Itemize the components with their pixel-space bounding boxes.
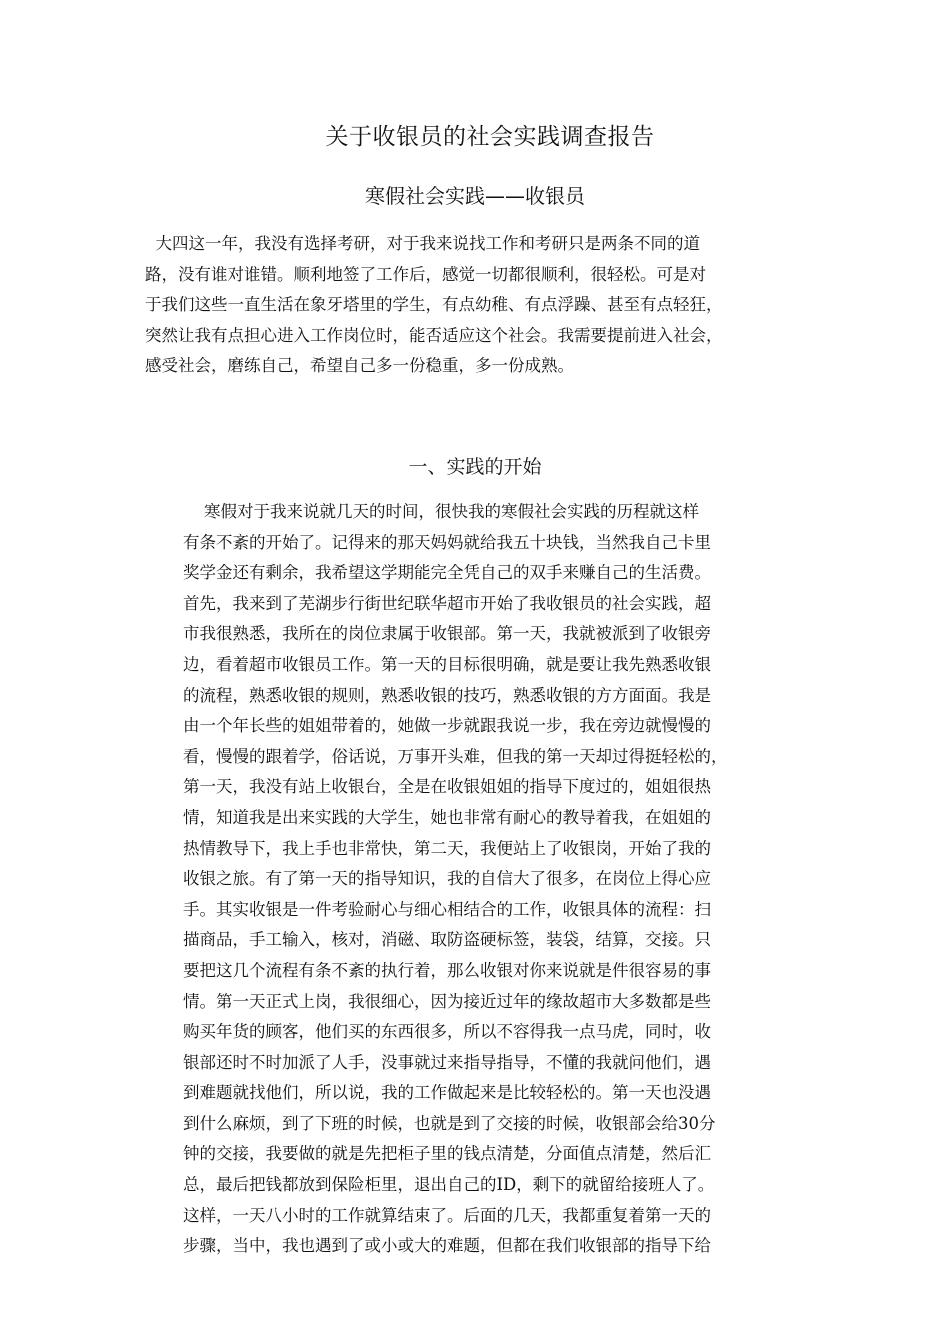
body-line: 描商品，手工输入，核对，消磁、取防盗硬标签，装袋，结算，交接。只 [183,930,711,950]
document-subtitle: 寒假社会实践——收银员 [365,184,585,208]
body-line: 这样，一天八小时的工作就算结束了。后面的几天，我都重复着第一天的 [183,1205,711,1225]
body-line: 第一天，我没有站上收银台，全是在收银姐姐的指导下度过的，姐姐很热 [183,777,711,797]
intro-line: 大四这一年，我没有选择考研，对于我来说找工作和考研只是两条不同的道 [145,234,700,253]
body-line: 寒假对于我来说就几天的时间，很快我的寒假社会实践的历程就这样 [183,502,699,521]
intro-line: 于我们这些一直生活在象牙塔里的学生，有点幼稚、有点浮躁、甚至有点轻狂， [145,295,723,315]
body-line: 步骤，当中，我也遇到了或小或大的难题，但都在我们收银部的指导下给 [183,1236,711,1256]
body-line: 总，最后把钱都放到保险柜里，退出自己的ID，剩下的就留给接班人了。 [183,1175,715,1195]
body-line: 情。第一天正式上岗，我很细心，因为接近过年的缘故超市大多数都是些 [183,991,711,1011]
body-line: 银部还时不时加派了人手，没事就过来指导指导，不懂的我就问他们，遇 [183,1052,711,1072]
body-line: 要把这几个流程有条不紊的执行着，那么收银对你来说就是件很容易的事 [183,960,711,980]
body-line: 购买年货的顾客，他们买的东西很多，所以不容得我一点马虎，同时，收 [183,1022,711,1042]
body-line: 收银之旅。有了第一天的指导知识，我的自信大了很多，在岗位上得心应 [183,869,711,889]
intro-line: 感受社会，磨练自己，希望自己多一份稳重，多一份成熟。 [145,356,574,376]
body-line: 钟的交接，我要做的就是先把柜子里的钱点清楚，分面值点清楚，然后汇 [183,1144,711,1164]
body-line: 由一个年长些的姐姐带着的，她做一步就跟我说一步，我在旁边就慢慢的 [183,716,711,736]
intro-line: 突然让我有点担心进入工作岗位时，能否适应这个社会。我需要提前进入社会， [145,325,723,345]
document-title: 关于收银员的社会实践调查报告 [325,124,655,150]
body-line: 到难题就找他们，所以说，我的工作做起来是比较轻松的。第一天也没遇 [183,1083,711,1103]
body-line: 边，看着超市收银员工作。第一天的目标很明确，就是要让我先熟悉收银 [183,654,711,674]
body-line: 手。其实收银是一件考验耐心与细心相结合的工作，收银具体的流程：扫 [183,899,711,919]
body-paragraph [183,497,823,1262]
body-line: 情，知道我是出来实践的大学生，她也非常有耐心的教导着我，在姐姐的 [183,807,711,827]
body-line: 热情教导下，我上手也非常快，第二天，我便站上了收银岗，开始了我的 [183,838,711,858]
body-line: 首先，我来到了芜湖步行街世纪联华超市开始了我收银员的社会实践，超 [183,593,711,613]
intro-paragraph [145,229,825,382]
body-line: 的流程，熟悉收银的规则，熟悉收银的技巧，熟悉收银的方方面面。我是 [183,685,711,705]
body-line: 到什么麻烦，到了下班的时候，也就是到了交接的时候，收银部会给30分 [183,1113,716,1133]
body-line: 看，慢慢的跟着学，俗话说，万事开头难，但我的第一天却过得挺轻松的， [183,746,728,766]
intro-line: 路，没有谁对谁错。顺利地签了工作后，感觉一切都很顺利，很轻松。可是对 [145,264,706,284]
body-line: 有条不紊的开始了。记得来的那天妈妈就给我五十块钱，当然我自己卡里 [183,532,711,552]
body-line: 市我很熟悉，我所在的岗位隶属于收银部。第一天，我就被派到了收银旁 [183,624,711,644]
section-heading: 一、实践的开始 [408,456,542,478]
body-line: 奖学金还有剩余，我希望这学期能完全凭自己的双手来赚自己的生活费。 [183,563,711,583]
